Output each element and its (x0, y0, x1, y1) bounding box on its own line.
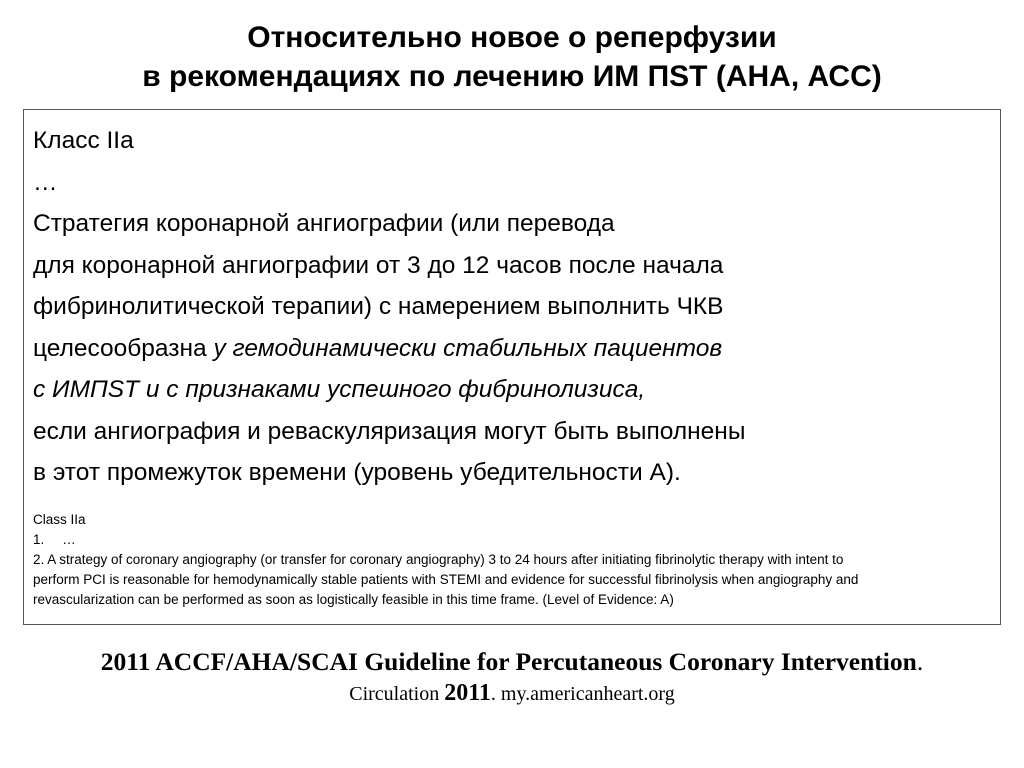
guideline-title: 2011 ACCF/AHA/SCAI Guideline for Percutaneous Coronary Intervention (100, 647, 917, 676)
english-item-1-number: 1. (33, 531, 45, 547)
journal-reference (0, 679, 1024, 708)
russian-ellipsis: … (33, 168, 58, 196)
russian-line-7: в этот промежуток времени (уровень убедительности А). (33, 459, 681, 486)
slide-title-line-2: в рекомендациях по лечению ИМ ПST (АНА, АСС) (142, 60, 882, 93)
recommendation-box (23, 109, 1001, 625)
journal-year: 2011 (444, 680, 491, 706)
guideline-reference (0, 645, 1024, 679)
russian-class-label: Класс IIa (33, 127, 134, 154)
russian-line-4-italic: у гемодинамически стабильных пациентов (213, 334, 723, 362)
english-line-2: perform PCI is reasonable for hemodynamically stable patients with STEMI and evidence for successful fibrinolysis when angiography and (33, 571, 859, 587)
russian-line-4-plain: целесообразна (33, 334, 214, 362)
russian-line-1: Стратегия коронарной ангиографии (или перевода (33, 210, 615, 237)
russian-line-5: с ИМПST и с признаками успешного фибринолизиса, (33, 376, 646, 403)
russian-line-2: для коронарной ангиографии от 3 до 12 часов после начала (33, 251, 724, 279)
citation (0, 645, 1024, 708)
english-line-1: 2. A strategy of coronary angiography (or transfer for coronary angiography) 3 to 24 hours after initiating fibrinolytic therapy with intent to (33, 551, 844, 567)
english-line-3: revascularization can be performed as soon as logistically feasible in this time frame. (Level of Evidence: A) (33, 591, 674, 607)
english-recommendation (33, 510, 1000, 610)
english-class-label: Class IIa (33, 511, 86, 527)
journal-source: . my.americanheart.org (490, 683, 675, 705)
guideline-period: . (916, 647, 924, 676)
slide-title-line-1: Относительно новое о реперфузии (247, 21, 777, 54)
russian-line-3: фибринолитической терапии) с намерением выполнить ЧКВ (33, 293, 724, 320)
russian-recommendation (33, 120, 1000, 494)
russian-line-4 (33, 328, 1000, 370)
russian-line-6: если ангиография и реваскуляризация могут быть выполнены (33, 417, 746, 445)
slide-title (0, 18, 1024, 96)
english-item-1-text: … (62, 531, 76, 547)
english-item-1 (33, 530, 1000, 550)
journal-name: Circulation (349, 683, 445, 705)
